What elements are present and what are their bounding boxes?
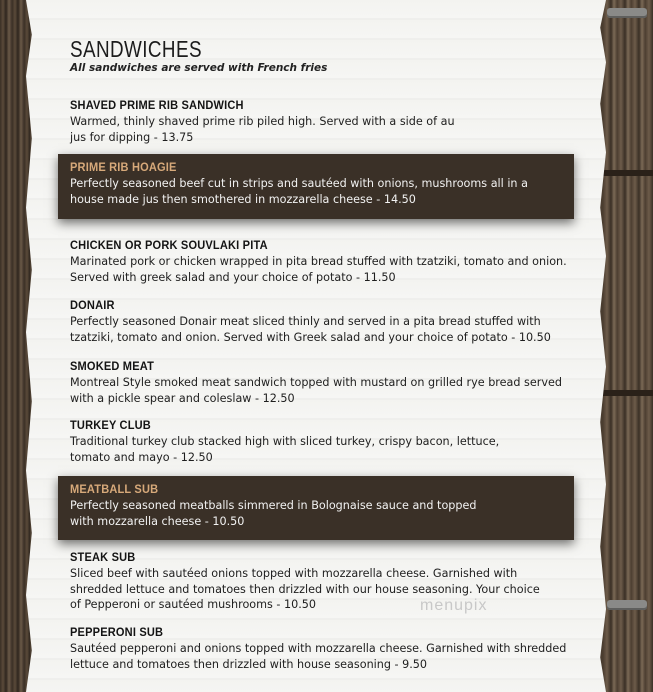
menu-item-pepperoni-sub [70, 625, 570, 672]
item-name: TURKEY CLUB [70, 418, 151, 432]
menu-item-souvlaki-pita [70, 238, 570, 285]
item-description: Perfectly seasoned beef cut in strips and sautéed with onions, mushrooms all in a house made jus then smothered in mozzarella cheese - 14.50 [70, 177, 528, 206]
section-subtitle: All sandwiches are served with French fries [70, 62, 328, 74]
item-description: Sliced beef with sautéed onions topped with mozzarella cheese. Garnished with shredded lettuce and tomatoes then drizzled with our house seasoning. Your choice of Pepperoni or sautéed mushrooms - 10.50 [70, 567, 540, 611]
menu-item-shaved-prime-rib [70, 98, 470, 145]
item-name: CHICKEN OR PORK SOUVLAKI PITA [70, 238, 268, 252]
item-description: Traditional turkey club stacked high with sliced turkey, crispy bacon, lettuce, tomato and mayo - 12.50 [70, 435, 500, 464]
item-description: Perfectly seasoned Donair meat sliced thinly and served in a pita bread stuffed with tzatziki, tomato and onion. Served with Greek salad and your choice of potato - 10.50 [70, 315, 551, 344]
item-description: Perfectly seasoned meatballs simmered in Bolognaise sauce and topped with mozzarella cheese - 10.50 [70, 499, 477, 528]
menu-item-meatball-sub [58, 476, 574, 540]
menu-item-prime-rib-hoagie [58, 154, 574, 219]
menu-item-steak-sub [70, 550, 570, 613]
section-title: SANDWICHES [70, 36, 202, 62]
item-name: MEATBALL SUB [70, 482, 159, 496]
item-name: DONAIR [70, 298, 115, 312]
menu-item-turkey-club [70, 418, 510, 465]
metal-bracket-icon [607, 600, 647, 610]
item-name: PEPPERONI SUB [70, 625, 164, 639]
menu-item-smoked-meat [70, 359, 570, 406]
wood-border-left [0, 0, 30, 692]
menu-item-donair [70, 298, 570, 345]
watermark: menupix [420, 597, 488, 614]
item-description: Sautéed pepperoni and onions topped with mozzarella cheese. Garnished with shredded lettuce and tomatoes then drizzled with house seasoning - 9.50 [70, 642, 567, 671]
item-description: Montreal Style smoked meat sandwich topped with mustard on grilled rye bread served with a pickle spear and coleslaw - 12.50 [70, 376, 562, 405]
item-description: Warmed, thinly shaved prime rib piled high. Served with a side of au jus for dipping - 13.75 [70, 115, 455, 144]
item-name: STEAK SUB [70, 550, 136, 564]
wood-border-right [603, 0, 653, 692]
metal-bracket-icon [607, 8, 647, 18]
item-description: Marinated pork or chicken wrapped in pita bread stuffed with tzatziki, tomato and onion. Served with greek salad and your choice of potato - 11.50 [70, 255, 567, 284]
item-name: SMOKED MEAT [70, 359, 155, 373]
item-name: PRIME RIB HOAGIE [70, 160, 177, 174]
item-name: SHAVED PRIME RIB SANDWICH [70, 98, 244, 112]
